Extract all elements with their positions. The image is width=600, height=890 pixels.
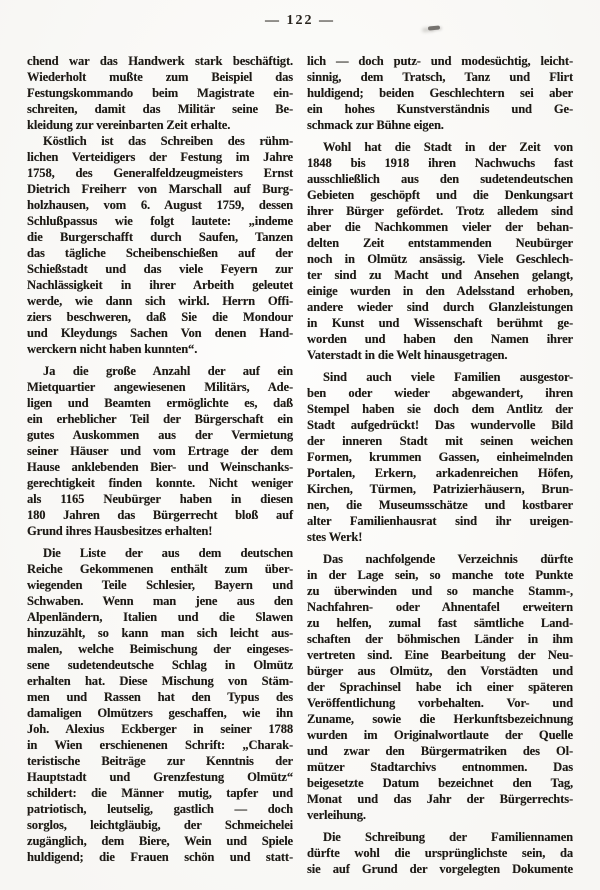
text-line: gerechtigkeit finden konnte. Nicht weniger xyxy=(27,476,293,490)
text-line: Schwaben. Wenn man jene aus den xyxy=(27,594,293,608)
text-line: huldigend; die Frauen schön und statt- xyxy=(27,850,293,864)
text-line: der Sprachinsel habe ich einer späteren xyxy=(307,680,573,694)
text-line: ein erheblicher Teil der Bürgerschaft ein xyxy=(27,412,293,426)
text-line: Alpenländern, Italien und die Slawen xyxy=(27,610,293,624)
paragraph xyxy=(27,545,293,865)
text-line: malen, welche Beimischung der eingeses- xyxy=(27,642,293,656)
text-line: Köstlich ist das Schreiben des rühm- xyxy=(43,134,293,148)
text-line: chend war das Handwerk stark beschäftigt. xyxy=(27,54,293,68)
text-line: Dietrich Freiherr von Marschall auf Burg- xyxy=(27,182,293,196)
text-line: kleidung zur vereinbarten Zeit erhalte. xyxy=(27,118,231,132)
text-line: andere wieder sind durch Glanzleistungen xyxy=(307,300,573,314)
ink-smudge-artifact xyxy=(428,25,440,30)
text-line: schaften der böhmischen Länder in ihm xyxy=(307,632,573,646)
text-column-left xyxy=(27,53,293,877)
text-line: Ja die große Anzahl der auf ein xyxy=(43,364,293,378)
text-line: ihrer Bürger gefördet. Trotz alledem sind xyxy=(307,204,573,218)
text-line: seiner Häuser und vom Ertrage der dem xyxy=(27,444,293,458)
text-line: delten Zeit entstammenden Neubürger xyxy=(307,236,573,250)
text-line: men und Rassen hat den Typus des xyxy=(27,690,293,704)
text-line: beigesetzte Datum bezeichnet den Tag, xyxy=(307,776,573,790)
text-line: Joh. Alexius Eckberger in seiner 1788 xyxy=(27,722,293,736)
text-line: die Burgerschafft durch Saufen, Tanzen xyxy=(27,230,293,244)
text-line: ziers beschweren, daß Sie die Mondour xyxy=(27,310,293,324)
page-number: — 122 — xyxy=(265,13,335,28)
text-line: 1848 bis 1918 ihren Nachwuchs fast xyxy=(307,156,573,170)
text-line: Kirchen, Türmen, Patrizierhäusern, Brun- xyxy=(307,482,573,496)
text-line: 180 Jahren das Bürgerrecht bloß auf xyxy=(27,508,293,522)
text-line: lich — doch putz- und modesüchtig, leicht- xyxy=(307,54,573,68)
text-line: Die Liste der aus dem deutschen xyxy=(43,546,293,560)
text-line: stes Werk! xyxy=(307,530,363,544)
text-line: als 1165 Neubürger haben in diesen xyxy=(27,492,293,506)
text-line: gutes Auskommen aus der Vermietung xyxy=(27,428,293,442)
text-line: Gebieten geschöpft und die Denkungsart xyxy=(307,188,573,202)
text-line: Vaterstadt in die Welt hinausgetragen. xyxy=(307,348,508,362)
text-line: sene sudetendeutsche Schlag in Olmütz xyxy=(27,658,293,672)
text-line: ausschließlich aus den sudetendeutschen xyxy=(307,172,573,186)
text-line: zugänglich, dem Biere, Wein und Spiele xyxy=(27,834,293,848)
text-line: hinzuzählt, so kann man sich leicht aus- xyxy=(27,626,293,640)
text-line: Schlußpassus wie folgt lautete: „indeme xyxy=(27,214,293,228)
text-line: zu helfen, zumal fast sämtliche Land- xyxy=(307,616,573,630)
text-line: worden und haben den Namen ihrer xyxy=(307,332,573,346)
text-line: nen, die Museumsschätze und kostbarer xyxy=(307,498,573,512)
text-line: in der Lage sein, so manche tote Punkte xyxy=(307,568,573,582)
text-line: Veröffentlichung vorbehalten. Vor- und xyxy=(307,696,573,710)
text-line: Hauptstadt und Grenzfestung Olmütz“ xyxy=(27,770,293,784)
text-line: teristische Beiträge zur Kenntnis der xyxy=(27,754,293,768)
text-line: Wohl hat die Stadt in der Zeit von xyxy=(323,140,573,154)
text-line: schmack zur Bühne eigen. xyxy=(307,118,444,132)
text-line: verleihung. xyxy=(307,808,366,822)
text-line: Sind auch viele Familien ausgestor- xyxy=(323,370,573,384)
text-line: Portalen, Erkern, arkadenreichen Höfen, xyxy=(307,466,573,480)
text-line: Festungskommando beim Magistrate ein- xyxy=(27,86,293,100)
two-column-text-block xyxy=(0,53,600,877)
paragraph xyxy=(307,551,573,823)
text-line: damaligen Olmützers geschaffen, wie ihn xyxy=(27,706,293,720)
text-line: Wiederholt mußte zum Beispiel das xyxy=(27,70,293,84)
text-line: in Kunst und Wissenschaft berühmt ge- xyxy=(307,316,573,330)
paragraph xyxy=(307,829,573,877)
text-line: wurden im Originalwortlaute der Quelle xyxy=(307,728,573,742)
text-line: sorglos, leichtgläubig, der Schmeichelei xyxy=(27,818,293,832)
text-line: zu überwinden und so manche Stamm-, xyxy=(307,584,573,598)
text-column-right xyxy=(307,53,573,877)
text-line: patriotisch, leutselig, gastlich — doch xyxy=(27,802,293,816)
text-line: in Wien erschienenen Schrift: „Charak- xyxy=(27,738,293,752)
text-line: Schießstadt und das viele Feyern zur xyxy=(27,262,293,276)
text-line: Mietquartier angewiesenen Militärs, Ade- xyxy=(27,380,293,394)
text-line: huldigend; beiden Geschlechtern sei aber xyxy=(307,86,573,100)
text-line: Stadt aufgedrückt! Das wundervolle Bild xyxy=(307,418,573,432)
text-line: alter Familienhausrat sind ihr ureigen- xyxy=(307,514,573,528)
text-line: schildert: die Männer mutig, tapfer und xyxy=(27,786,293,800)
text-line: ein hohes Kunstverständnis und Ge- xyxy=(307,102,573,116)
paragraph xyxy=(307,369,573,545)
text-line: erhalten hat. Diese Mischung von Stäm- xyxy=(27,674,293,688)
text-line: vertreten sind. Eine Bearbeitung der Neu- xyxy=(307,648,573,662)
text-line: mützer Stadtarchivs entnommen. Das xyxy=(307,760,573,774)
text-line: einige wurden in den Adelsstand erhoben, xyxy=(307,284,573,298)
text-line: Das nachfolgende Verzeichnis dürfte xyxy=(323,552,573,566)
text-line: Monat und das Jahr der Bürgerrechts- xyxy=(307,792,573,806)
text-line: dürfte wohl die ursprünglichste sein, da xyxy=(307,846,573,860)
text-line: holzhausen, vom 6. August 1759, dessen xyxy=(27,198,293,212)
text-line: Reiche Gekommenen enthält zum über- xyxy=(27,562,293,576)
text-line: das tägliche Scheibenschießen auf der xyxy=(27,246,293,260)
text-line: und Kleydungs Sachen Von denen Hand- xyxy=(27,326,293,340)
paragraph xyxy=(307,53,573,133)
text-line: der inneren Stadt mit seinen weichen xyxy=(307,434,573,448)
text-line: Die Schreibung der Familiennamen xyxy=(323,830,573,844)
paragraph xyxy=(27,133,293,357)
text-line: Nachfahren- oder Ahnentafel erweitern xyxy=(307,600,573,614)
text-line: sinnig, dem Tratsch, Tanz und Flirt xyxy=(307,70,573,84)
paragraph xyxy=(27,53,293,133)
text-line: Nachlässigkeit in ihrer Arbeith geleutet xyxy=(27,278,293,292)
text-line: lichen Verteidigers der Festung im Jahre xyxy=(27,150,293,164)
text-line: bürger aus Olmütz, den Vorstädten und xyxy=(307,664,573,678)
text-line: wiegenden Teile Schlesier, Bayern und xyxy=(27,578,293,592)
text-line: Zuname, sowie die Herkunftsbezeichnung xyxy=(307,712,573,726)
text-line: ter sind zu Macht und Ansehen gelangt, xyxy=(307,268,573,282)
text-line: sie auf Grund der vorgelegten Dokumente xyxy=(307,862,573,876)
text-line: werde, wie dann sich wirkl. Herrn Offi- xyxy=(27,294,293,308)
text-line: noch in Olmütz ansässig. Viele Geschlech- xyxy=(307,252,573,266)
paragraph xyxy=(27,363,293,539)
text-line: Grund ihres Hausbesitzes erhalten! xyxy=(27,524,213,538)
paragraph xyxy=(307,139,573,363)
text-line: aber die Nachkommen vieler der behan- xyxy=(307,220,573,234)
text-line: und zwar den Bürgermatriken des Ol- xyxy=(307,744,573,758)
text-line: 1758, des Generalfeldzeugmeisters Ernst xyxy=(27,166,293,180)
text-line: werckern nicht haben kunnten“. xyxy=(27,342,198,356)
text-line: Hause anklebenden Bier- und Weinschanks- xyxy=(27,460,293,474)
text-line: ben oder wieder abgewandert, ihren xyxy=(307,386,573,400)
text-line: schreiten, damit das Militär seine Be- xyxy=(27,102,293,116)
text-line: Stempel haben sie doch dem Antlitz der xyxy=(307,402,573,416)
text-line: ligen und Beamten ermöglichte es, daß xyxy=(27,396,293,410)
text-line: Formen, krummen Gassen, einheimelnden xyxy=(307,450,573,464)
